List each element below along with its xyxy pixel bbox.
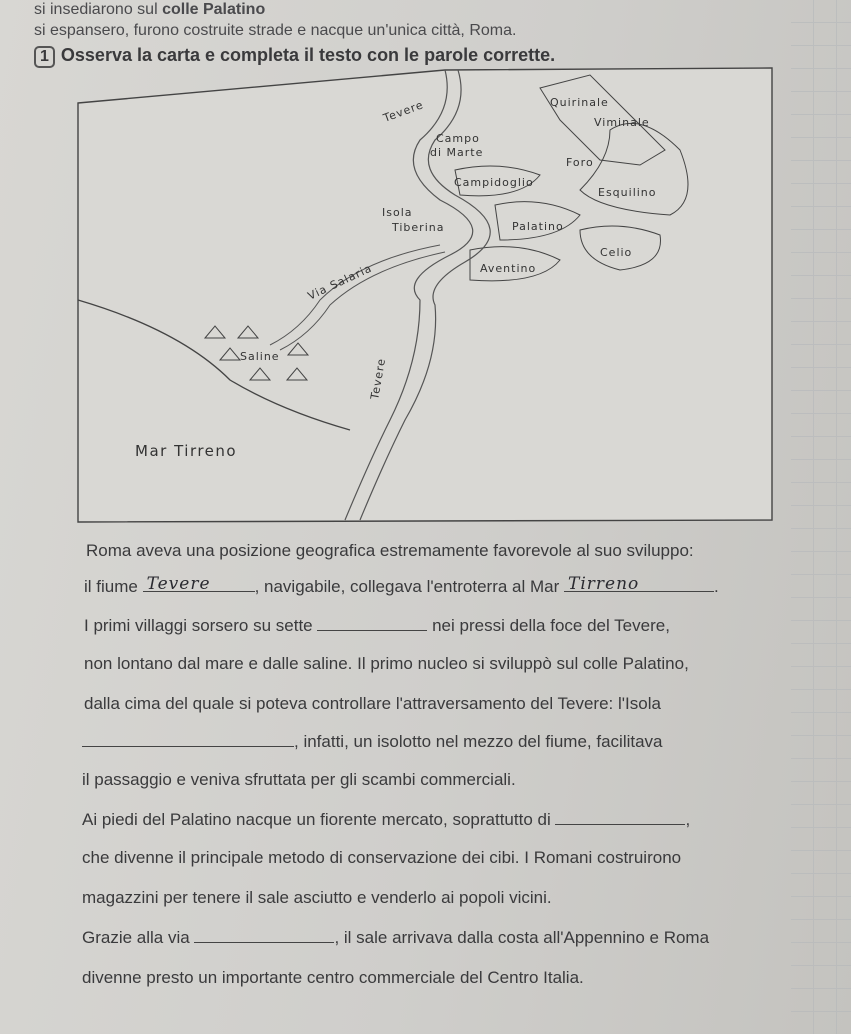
text-line-12: divenne presto un importante centro commerciale del Centro Italia. bbox=[82, 968, 584, 987]
map-label-foro: Foro bbox=[566, 156, 594, 169]
map-label-via-salaria: Via Salaria bbox=[305, 261, 375, 303]
text-fragment: nei pressi della foce del Tevere, bbox=[427, 616, 670, 635]
text-fragment: il fiume bbox=[84, 577, 143, 596]
answer-blank-colli[interactable] bbox=[317, 616, 427, 631]
text-line-1: Roma aveva una posizione geografica estremamente favorevole al suo sviluppo: bbox=[86, 541, 694, 560]
text-line-6 bbox=[82, 732, 663, 752]
intro-line-2: si espansero, furono costruite strade e nacque un'unica città, Roma. bbox=[34, 22, 517, 39]
answer-blank-sale[interactable] bbox=[555, 810, 685, 825]
answer-blank-via[interactable] bbox=[194, 928, 334, 943]
map-label-campo: Campo bbox=[436, 132, 480, 145]
map-label-esquilino: Esquilino bbox=[598, 186, 657, 199]
map-label-tevere-bottom: Tevere bbox=[368, 356, 389, 401]
text-fragment: , bbox=[685, 810, 691, 829]
text-line-5: dalla cima del quale si poteva controllare l'attraversamento del Tevere: l'Isola bbox=[84, 694, 661, 713]
map-label-saline: Saline bbox=[240, 350, 280, 363]
text-line-3 bbox=[84, 616, 670, 636]
map-label-palatino: Palatino bbox=[512, 220, 564, 233]
text-line-11 bbox=[82, 928, 709, 948]
map-label-di-marte: di Marte bbox=[430, 146, 484, 159]
text-line-8 bbox=[82, 810, 690, 830]
text-fragment: Grazie alla via bbox=[82, 928, 195, 947]
answer-blank-isola[interactable] bbox=[82, 732, 294, 747]
text-fragment: I primi villaggi sorsero su sette bbox=[84, 616, 318, 635]
handwritten-answer: Tirreno bbox=[567, 574, 640, 594]
handwritten-answer: Tevere bbox=[146, 574, 211, 594]
intro-text: si insediarono sul bbox=[34, 1, 163, 18]
map-label-isola: Isola bbox=[382, 206, 413, 219]
text-fragment: , il sale arrivava dalla costa all'Appennino e Roma bbox=[334, 928, 710, 947]
exercise-number: 1 bbox=[34, 46, 55, 68]
map-label-celio: Celio bbox=[600, 246, 633, 259]
text-fragment: Ai piedi del Palatino nacque un fiorente mercato, soprattutto di bbox=[82, 810, 556, 829]
map-label-viminale: Viminale bbox=[594, 116, 650, 129]
text-line-2 bbox=[84, 574, 719, 597]
map-label-mar-tirreno: Mar Tirreno bbox=[135, 442, 238, 460]
text-line-9: che divenne il principale metodo di conservazione dei cibi. I Romani costruirono bbox=[82, 848, 682, 867]
answer-blank-mar[interactable] bbox=[564, 574, 714, 594]
text-line-7: il passaggio e veniva sfruttata per gli scambi commerciali. bbox=[82, 770, 516, 789]
text-line-4: non lontano dal mare e dalle saline. Il primo nucleo si sviluppò sul colle Palatino, bbox=[84, 654, 689, 673]
map-label-quirinale: Quirinale bbox=[550, 96, 609, 109]
map-label-tevere-top: Tevere bbox=[381, 98, 426, 125]
exercise-instruction: Osserva la carta e completa il testo con le parole corrette. bbox=[60, 45, 556, 65]
text-fragment: . bbox=[713, 577, 719, 596]
intro-bold: colle Palatino bbox=[162, 1, 266, 18]
map-label-tiberina: Tiberina bbox=[392, 221, 445, 234]
answer-blank-fiume[interactable] bbox=[143, 574, 255, 594]
text-line-10: magazzini per tenere il sale asciutto e venderlo ai popoli vicini. bbox=[82, 888, 552, 907]
text-fragment: , infatti, un isolotto nel mezzo del fiume, facilitava bbox=[294, 732, 663, 751]
map-label-aventino: Aventino bbox=[480, 262, 537, 275]
text-fragment: , navigabile, collegava l'entroterra al Mar bbox=[254, 577, 564, 596]
map-label-campidoglio: Campidoglio bbox=[454, 176, 534, 189]
